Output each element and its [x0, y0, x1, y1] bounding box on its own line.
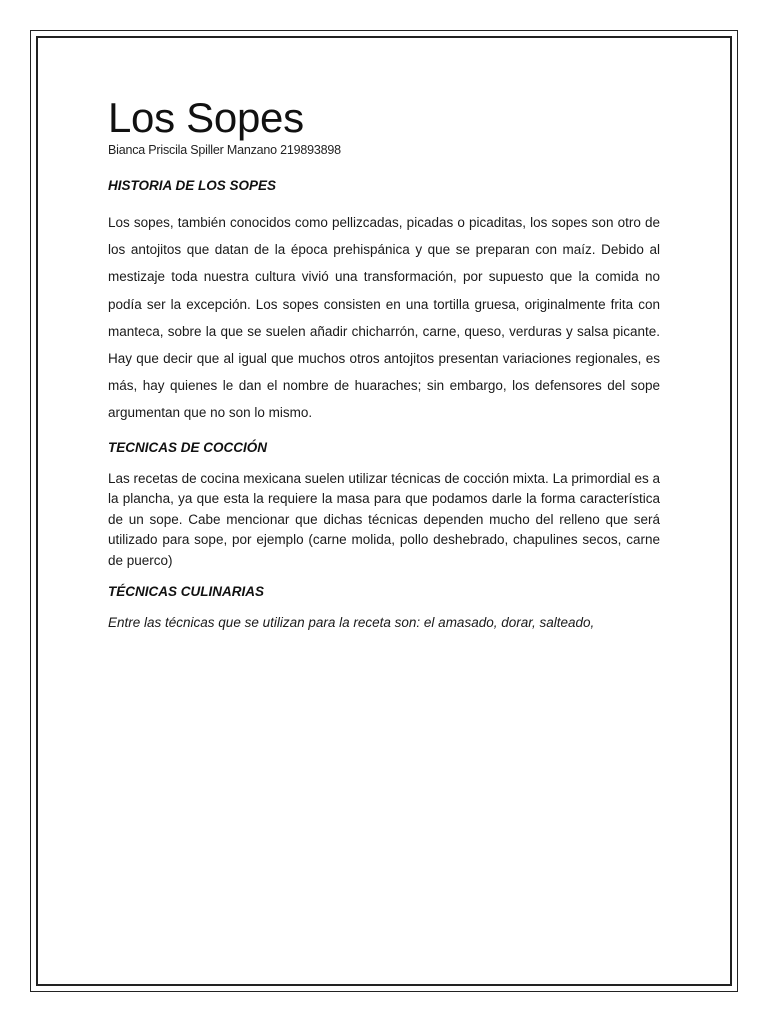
document-author: Bianca Priscila Spiller Manzano 219893898: [108, 143, 341, 157]
section-heading-culinarias: TÉCNICAS CULINARIAS: [108, 584, 265, 600]
section-body-historia: Los sopes, también conocidos como pellizcadas, picadas o picaditas, los sopes son otro de los antojitos que datan de la época prehispánica y que se preparan con maíz. Debido al mestizaje toda nuestra cultura vivió una transformación, por supuesto que la comida no podía ser la excepción. Los sopes consisten en una tortilla gruesa, originalmente frita con manteca, sobre la que se suelen añadir chicharrón, carne, queso, verduras y salsa picante. Hay que decir que al igual que muchos otros antojitos presentan variaciones regionales, es más, hay quienes le dan el nombre de huaraches; sin embargo, los defensores del sope argumentan que no son lo mismo.: [108, 215, 660, 421]
document-title: Los Sopes: [108, 94, 304, 141]
section-heading-historia: HISTORIA DE LOS SOPES: [108, 178, 277, 193]
section-body-coccion: Las recetas de cocina mexicana suelen utilizar técnicas de cocción mixta. La primordial es a la plancha, ya que esta la requiere la masa para que podamos darle la forma característica de un sope. Cabe mencionar que dichas técnicas dependen mucho del relleno que será utilizado para sope, por ejemplo (carne molida, pollo deshebrado, chapulines secos, carne de puerco): [108, 470, 660, 568]
section-heading-coccion: TECNICAS DE COCCIÓN: [108, 439, 268, 455]
section-body-culinarias: Entre las técnicas que se utilizan para la receta son: el amasado, dorar, salteado,: [108, 615, 595, 631]
document-content: [108, 92, 660, 633]
